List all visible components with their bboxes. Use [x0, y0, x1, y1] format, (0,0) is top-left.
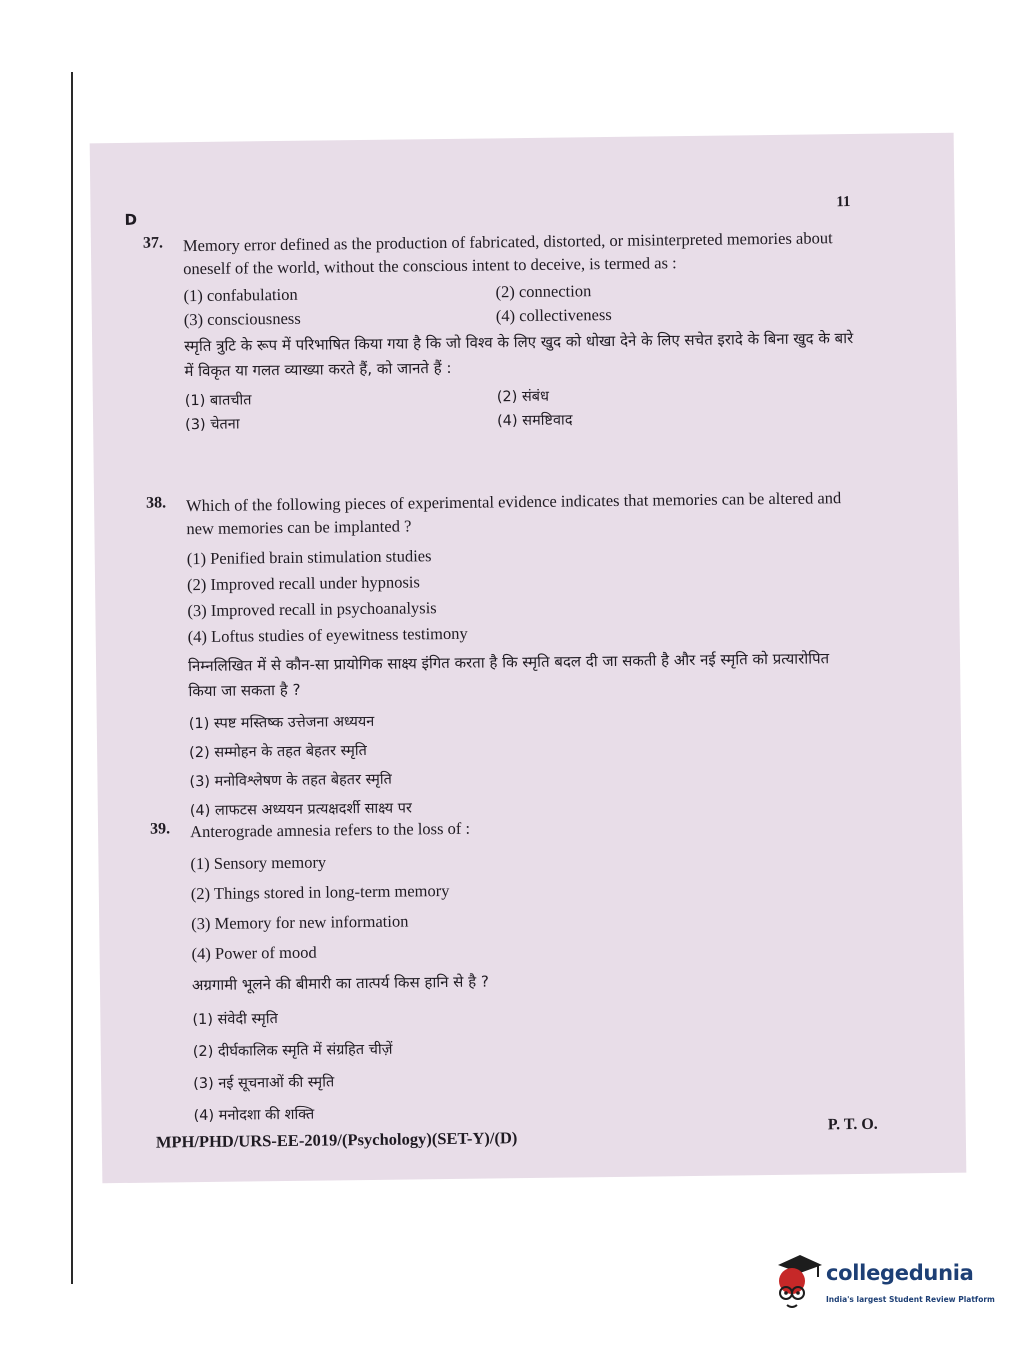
option-2: (2) connection: [495, 281, 592, 302]
question-number: 38.: [145, 494, 167, 512]
options-english: [187, 538, 858, 650]
brand-name: collegedunia: [826, 1261, 974, 1285]
exam-page: [90, 133, 967, 1183]
question-text-hindi: स्मृति त्रुटि के रूप में परिभाषित किया गया है कि जो विश्व के लिए खुद को धोखा देने के लिए सचेत इरादे के बिना खुद के बारे में विकृत या गलत व्याख्या करते हैं, को जानते हैं :: [184, 329, 854, 381]
question-text-english: Memory error defined as the production of fabricated, distorted, or misinterpreted memories about oneself of the world, without the conscious intent to deceive, is termed as :: [182, 228, 833, 279]
option-1: (1) confabulation: [183, 284, 298, 306]
options-hindi: [185, 382, 855, 434]
question-text-english: Which of the following pieces of experimental evidence indicates that memories can be altered and new memories can be implanted ?: [185, 488, 842, 539]
option-2: (2) Improved recall under hypnosis: [186, 572, 420, 595]
option-3: (3) नई सूचनाओं की स्मृति: [193, 1074, 335, 1093]
option-3: (3) consciousness: [183, 308, 301, 330]
paper-code: MPH/PHD/URS-EE-2019/(Psychology)(SET-Y)/(D): [155, 1128, 518, 1152]
option-2: (2) Things stored in long-term memory: [190, 880, 450, 904]
question-38: [146, 486, 860, 827]
option-4: (4) समष्टिवाद: [497, 412, 573, 430]
option-3: (3) Memory for new information: [191, 911, 409, 934]
question-number: 39.: [149, 820, 171, 838]
brand-tagline: India's largest Student Review Platform: [826, 1295, 995, 1304]
options-english: [190, 841, 861, 969]
option-3: (3) Improved recall in psychoanalysis: [187, 598, 437, 621]
question-39: [150, 812, 864, 1133]
option-2: (2) संबंध: [496, 388, 550, 406]
option-3: (3) चेतना: [185, 416, 240, 434]
question-37: [143, 226, 855, 435]
option-3: (3) मनोविश्लेषण के तहत बेहतर स्मृति: [189, 771, 392, 791]
option-4: (4) लाफटस अध्ययन प्रत्यक्षदर्शी साक्ष्य पर: [189, 800, 412, 820]
option-4: (4) Loftus studies of eyewitness testimony: [187, 623, 468, 647]
page-number: 11: [836, 194, 851, 211]
option-1: (1) स्पष्ट मस्तिष्क उत्तेजना अध्ययन: [188, 713, 375, 733]
pto-label: P. T. O.: [827, 1115, 878, 1134]
option-1: (1) Penified brain stimulation studies: [186, 546, 432, 569]
collegedunia-watermark: [766, 1247, 996, 1327]
option-2: (2) सम्मोहन के तहत बेहतर स्मृति: [189, 742, 368, 762]
option-4: (4) Power of mood: [191, 942, 317, 964]
set-letter: D: [124, 210, 138, 229]
option-4: (4) मनोदशा की शक्ति: [193, 1106, 315, 1125]
question-text-english: Anterograde amnesia refers to the loss of :: [189, 818, 471, 842]
option-1: (1) बातचीत: [184, 392, 252, 410]
option-2: (2) दीर्घकालिक स्मृति में संग्रहित चीज़ें: [192, 1041, 393, 1061]
option-1: (1) Sensory memory: [190, 852, 327, 874]
option-4: (4) collectiveness: [495, 304, 612, 326]
option-1: (1) संवेदी स्मृति: [192, 1011, 278, 1029]
options-hindi: [189, 702, 860, 826]
graduate-mascot-icon: [766, 1251, 824, 1317]
options-hindi: [192, 996, 864, 1132]
question-number: 37.: [142, 234, 164, 252]
question-text-hindi: निम्नलिखित में से कौन-सा प्रायोगिक साक्ष्य इंगित करता है कि स्मृति बदल दी जा सकती है और नई स्मृति को प्रत्यारोपित किया जा सकता है ?: [187, 649, 830, 701]
options-english: [183, 278, 853, 330]
question-text-hindi: अग्रगामी भूलने की बीमारी का तात्पर्य किस हानि से है ?: [191, 972, 489, 995]
scan-edge-line: [71, 72, 73, 1284]
